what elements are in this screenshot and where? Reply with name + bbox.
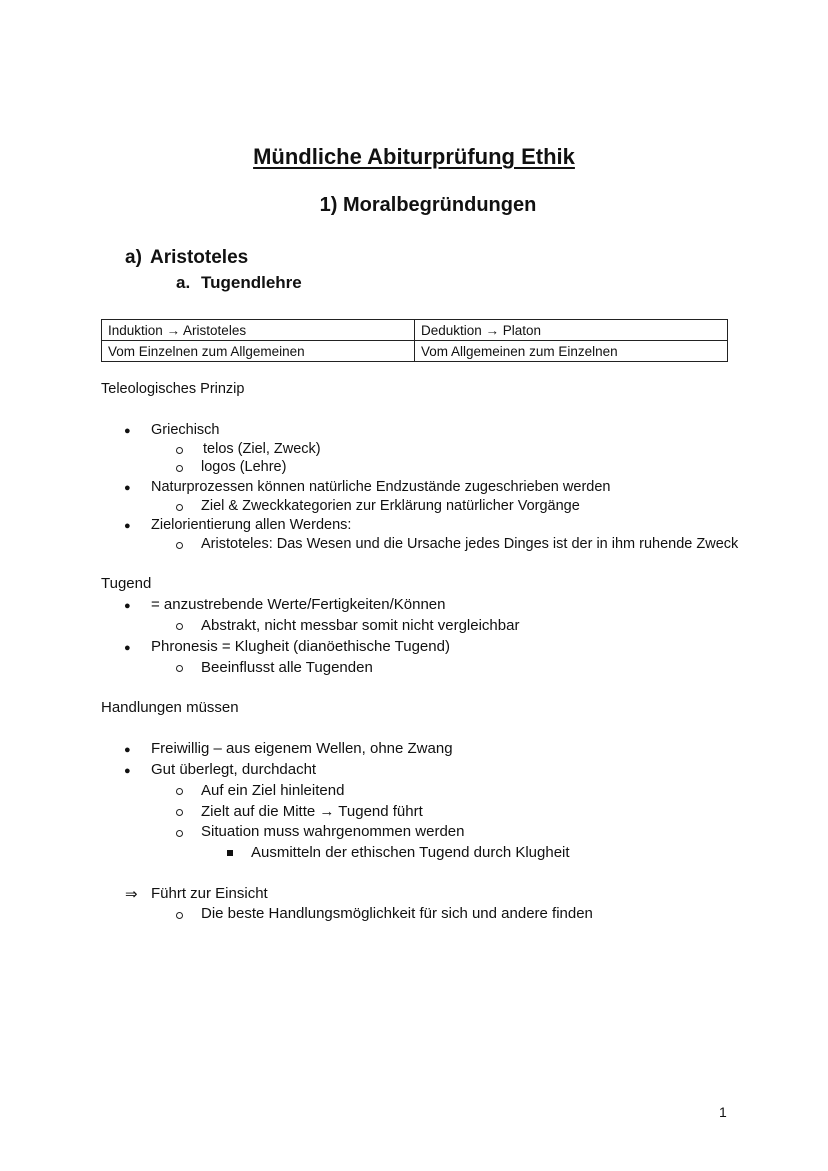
circle-bullet-icon: [176, 465, 183, 472]
subsection-title: Aristoteles: [150, 247, 249, 268]
table-row: [102, 320, 728, 341]
list-item: Phronesis = Klugheit (dianöethische Tugend): [151, 638, 450, 655]
list-item: Situation muss wahrgenommen werden: [201, 823, 465, 840]
bullet-icon: ●: [124, 642, 131, 654]
square-bullet-icon: [227, 850, 233, 856]
subsubsection-marker: a.: [176, 273, 191, 292]
list-item: Zielt auf die Mitte → Tugend führt: [201, 803, 423, 820]
circle-bullet-icon: [176, 912, 183, 919]
page-number: 1: [719, 1104, 727, 1120]
bullet-icon: ●: [124, 425, 131, 437]
list-item: Gut überlegt, durchdacht: [151, 761, 317, 778]
list-item: Freiwillig – aus eigenem Wellen, ohne Zwang: [151, 740, 453, 757]
list-item: Abstrakt, nicht messbar somit nicht vergleichbar: [201, 617, 520, 634]
circle-bullet-icon: [176, 788, 183, 795]
circle-bullet-icon: [176, 809, 183, 816]
table-cell: Induktion → Aristoteles: [102, 320, 415, 341]
table-cell: Deduktion → Platon: [415, 320, 728, 341]
section-heading: 1) Moralbegründungen: [319, 194, 537, 216]
circle-bullet-icon: [176, 623, 183, 630]
subsubsection-heading: [176, 273, 302, 293]
bullet-icon: ●: [124, 520, 131, 532]
list-item: Auf ein Ziel hinleitend: [201, 782, 345, 799]
bullet-icon: ●: [124, 765, 131, 777]
bullet-icon: ●: [124, 600, 131, 612]
subsection-marker: a): [125, 247, 142, 268]
list-item: Ausmitteln der ethischen Tugend durch Klugheit: [251, 844, 570, 861]
list-item: Zielorientierung allen Werdens:: [151, 517, 352, 533]
teleology-heading: Teleologisches Prinzip: [101, 381, 245, 397]
circle-bullet-icon: [176, 830, 183, 837]
circle-bullet-icon: [176, 542, 183, 549]
document-title: Mündliche Abiturprüfung Ethik: [253, 144, 575, 169]
virtue-heading: Tugend: [101, 575, 152, 592]
table-cell: Vom Allgemeinen zum Einzelnen: [415, 341, 728, 362]
bullet-icon: ●: [124, 482, 131, 494]
list-item: Die beste Handlungsmöglichkeit für sich und andere finden: [201, 905, 593, 922]
circle-bullet-icon: [176, 504, 183, 511]
circle-bullet-icon: [176, 665, 183, 672]
table-cell: Vom Einzelnen zum Allgemeinen: [102, 341, 415, 362]
list-item: telos (Ziel, Zweck): [203, 441, 321, 457]
list-item: Aristoteles: Das Wesen und die Ursache jedes Dinges ist der in ihm ruhende Zweck: [201, 536, 739, 552]
list-item: Beeinflusst alle Tugenden: [201, 659, 373, 676]
actions-heading: Handlungen müssen: [101, 699, 239, 716]
table-row: [102, 341, 728, 362]
list-item: Naturprozessen können natürliche Endzustände zugeschrieben werden: [151, 479, 611, 495]
conclusion-item: Führt zur Einsicht: [151, 885, 268, 902]
subsubsection-title: Tugendlehre: [201, 273, 302, 292]
list-item: logos (Lehre): [201, 459, 287, 475]
subsection-heading: [125, 247, 248, 269]
implies-arrow-icon: ⇒: [125, 886, 138, 903]
list-item: Griechisch: [151, 422, 220, 438]
list-item: Ziel & Zweckkategorien zur Erklärung natürlicher Vorgänge: [201, 498, 580, 514]
bullet-icon: ●: [124, 744, 131, 756]
list-item: = anzustrebende Werte/Fertigkeiten/Können: [151, 596, 446, 613]
comparison-table: [101, 319, 728, 362]
circle-bullet-icon: [176, 447, 183, 454]
